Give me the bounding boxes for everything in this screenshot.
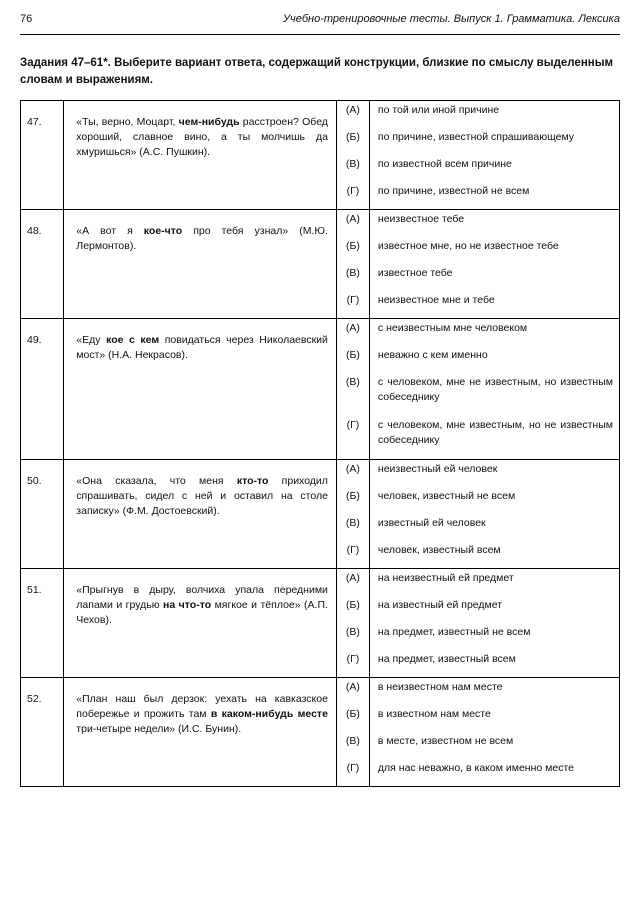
answer-options — [336, 101, 619, 210]
question-text: «Ты, верно, Моцарт, — [76, 116, 179, 128]
task-question — [64, 569, 337, 678]
task-row — [21, 678, 620, 787]
highlighted-phrase: кто-то — [236, 475, 269, 487]
option-letter: (А) — [337, 460, 370, 487]
task-number: 47. — [21, 101, 64, 210]
option-text: по известной всем причине — [377, 158, 512, 170]
page-header — [20, 10, 620, 35]
option-letter: (Б) — [337, 346, 370, 373]
option-text: в известном нам месте — [377, 708, 491, 720]
option-text: для нас неважно, в каком именно месте — [377, 762, 574, 774]
task-number: 48. — [21, 210, 64, 319]
answer-options — [336, 569, 619, 678]
question-text: «А вот я — [76, 225, 144, 237]
option-text: на известный ей предмет — [377, 599, 503, 611]
option-text: известный ей человек — [377, 517, 486, 529]
answer-option[interactable] — [337, 182, 619, 209]
question-text: приходил спрашивать, сидел с ней и оставил на столе записку» (Ф.М. Достоевский). — [76, 475, 328, 517]
answer-option[interactable] — [337, 732, 619, 759]
task-question — [64, 210, 337, 319]
task-row — [21, 569, 620, 678]
answer-options — [336, 460, 619, 569]
task-row — [21, 319, 620, 460]
option-text: неизвестный ей человек — [377, 463, 498, 475]
answer-option[interactable] — [337, 569, 619, 596]
option-letter: (Б) — [337, 237, 370, 264]
option-text: с неизвестным мне человеком — [377, 322, 528, 334]
option-letter: (В) — [337, 514, 370, 541]
answer-option[interactable] — [337, 416, 619, 459]
option-text: по причине, известной не всем — [377, 185, 530, 197]
task-row — [21, 210, 620, 319]
option-letter: (В) — [337, 264, 370, 291]
option-text: известное тебе — [377, 267, 453, 279]
question-text: «Еду — [76, 334, 107, 346]
option-text: на неизвестный ей предмет — [377, 572, 514, 584]
question-text: расстроен? Обед хороший, славное вино, а ты молчишь да хмуришься» (А.С. Пушкин). — [76, 116, 328, 158]
answer-option[interactable] — [337, 373, 619, 416]
answer-option[interactable] — [337, 155, 619, 182]
option-letter: (Г) — [337, 291, 370, 318]
answer-option[interactable] — [337, 346, 619, 373]
option-letter: (Б) — [337, 128, 370, 155]
option-text: в месте, известном не всем — [377, 735, 514, 747]
option-letter: (В) — [337, 623, 370, 650]
option-letter: (В) — [337, 373, 370, 416]
option-text: на предмет, известный всем — [377, 653, 516, 665]
option-text: неизвестное мне и тебе — [377, 294, 495, 306]
option-text: человек, известный не всем — [377, 490, 516, 502]
option-letter: (Б) — [337, 596, 370, 623]
answer-option[interactable] — [337, 514, 619, 541]
answer-option[interactable] — [337, 623, 619, 650]
option-letter: (А) — [337, 678, 370, 705]
option-letter: (Б) — [337, 487, 370, 514]
option-text: по причине, известной спрашивающему — [377, 131, 575, 143]
option-letter: (Г) — [337, 541, 370, 568]
option-text: с человеком, мне не известным, но известным собеседнику — [377, 376, 613, 403]
option-text: неизвестное тебе — [377, 213, 465, 225]
answer-options — [336, 210, 619, 319]
answer-option[interactable] — [337, 705, 619, 732]
answer-option[interactable] — [337, 487, 619, 514]
task-question — [64, 678, 337, 787]
question-text: три-четыре недели» (И.С. Бунин). — [76, 723, 242, 735]
answer-option[interactable] — [337, 759, 619, 786]
answer-option[interactable] — [337, 678, 619, 705]
task-number: 50. — [21, 460, 64, 569]
task-number: 49. — [21, 319, 64, 460]
option-letter: (Г) — [337, 182, 370, 209]
instruction-text: Выберите вариант ответа, содержащий конструкции, близкие по смыслу выделенным словам и выражениям. — [20, 57, 614, 86]
answer-option[interactable] — [337, 237, 619, 264]
answer-option[interactable] — [337, 291, 619, 318]
question-text: мягкое и тёплое» (А.П. Чехов). — [76, 599, 328, 626]
option-letter: (А) — [337, 319, 370, 346]
option-letter: (Г) — [337, 650, 370, 677]
highlighted-phrase: на что-то — [163, 599, 212, 611]
question-text: «Прыгнув в дыру, волчиха упала передними лапами и грудью — [76, 584, 328, 611]
task-number: 52. — [21, 678, 64, 787]
task-question — [64, 101, 337, 210]
answer-option[interactable] — [337, 541, 619, 568]
option-text: по той или иной причине — [377, 104, 500, 116]
option-letter: (А) — [337, 569, 370, 596]
task-range: Задания 47–61*. — [20, 57, 111, 69]
option-text: человек, известный всем — [377, 544, 501, 556]
question-text: «План наш был дерзок: уехать на кавказское побережье и прожить там — [76, 693, 328, 720]
option-letter: (В) — [337, 155, 370, 182]
answer-options — [336, 319, 619, 460]
task-question — [64, 460, 337, 569]
answer-option[interactable] — [337, 596, 619, 623]
option-letter: (Г) — [337, 759, 370, 786]
task-question — [64, 319, 337, 460]
task-number: 51. — [21, 569, 64, 678]
option-letter: (А) — [337, 101, 370, 128]
answer-option[interactable] — [337, 128, 619, 155]
task-row — [21, 101, 620, 210]
option-letter: (Г) — [337, 416, 370, 459]
answer-option[interactable] — [337, 210, 619, 237]
option-text: на предмет, известный не всем — [377, 626, 531, 638]
answer-option[interactable] — [337, 319, 619, 346]
answer-option[interactable] — [337, 101, 619, 128]
question-text: про тебя узнал» (М.Ю. Лермонтов). — [76, 225, 328, 252]
question-text: «Она сказала, что меня — [76, 475, 237, 487]
tasks-table — [20, 100, 620, 787]
task-instructions — [20, 55, 620, 89]
answer-option[interactable] — [337, 264, 619, 291]
highlighted-phrase: кое-что — [143, 225, 183, 237]
question-text: повидаться через Николаевский мост» (Н.А. Некрасов). — [76, 334, 328, 361]
page-number: 76 — [20, 13, 33, 25]
answer-option[interactable] — [337, 460, 619, 487]
highlighted-phrase: кое с кем — [106, 334, 160, 346]
option-letter: (А) — [337, 210, 370, 237]
option-letter: (В) — [337, 732, 370, 759]
task-row — [21, 460, 620, 569]
option-text: с человеком, мне известным, но не известным собеседнику — [377, 419, 613, 446]
option-letter: (Б) — [337, 705, 370, 732]
answer-options — [336, 678, 619, 787]
answer-option[interactable] — [337, 650, 619, 677]
highlighted-phrase: в каком-нибудь месте — [210, 708, 328, 720]
running-title: Учебно-тренировочные тесты. Выпуск 1. Грамматика. Лексика — [283, 13, 620, 25]
option-text: неважно с кем именно — [377, 349, 488, 361]
highlighted-phrase: чем-нибудь — [178, 116, 240, 128]
option-text: известное мне, но не известное тебе — [377, 240, 559, 252]
option-text: в неизвестном нам месте — [377, 681, 503, 693]
